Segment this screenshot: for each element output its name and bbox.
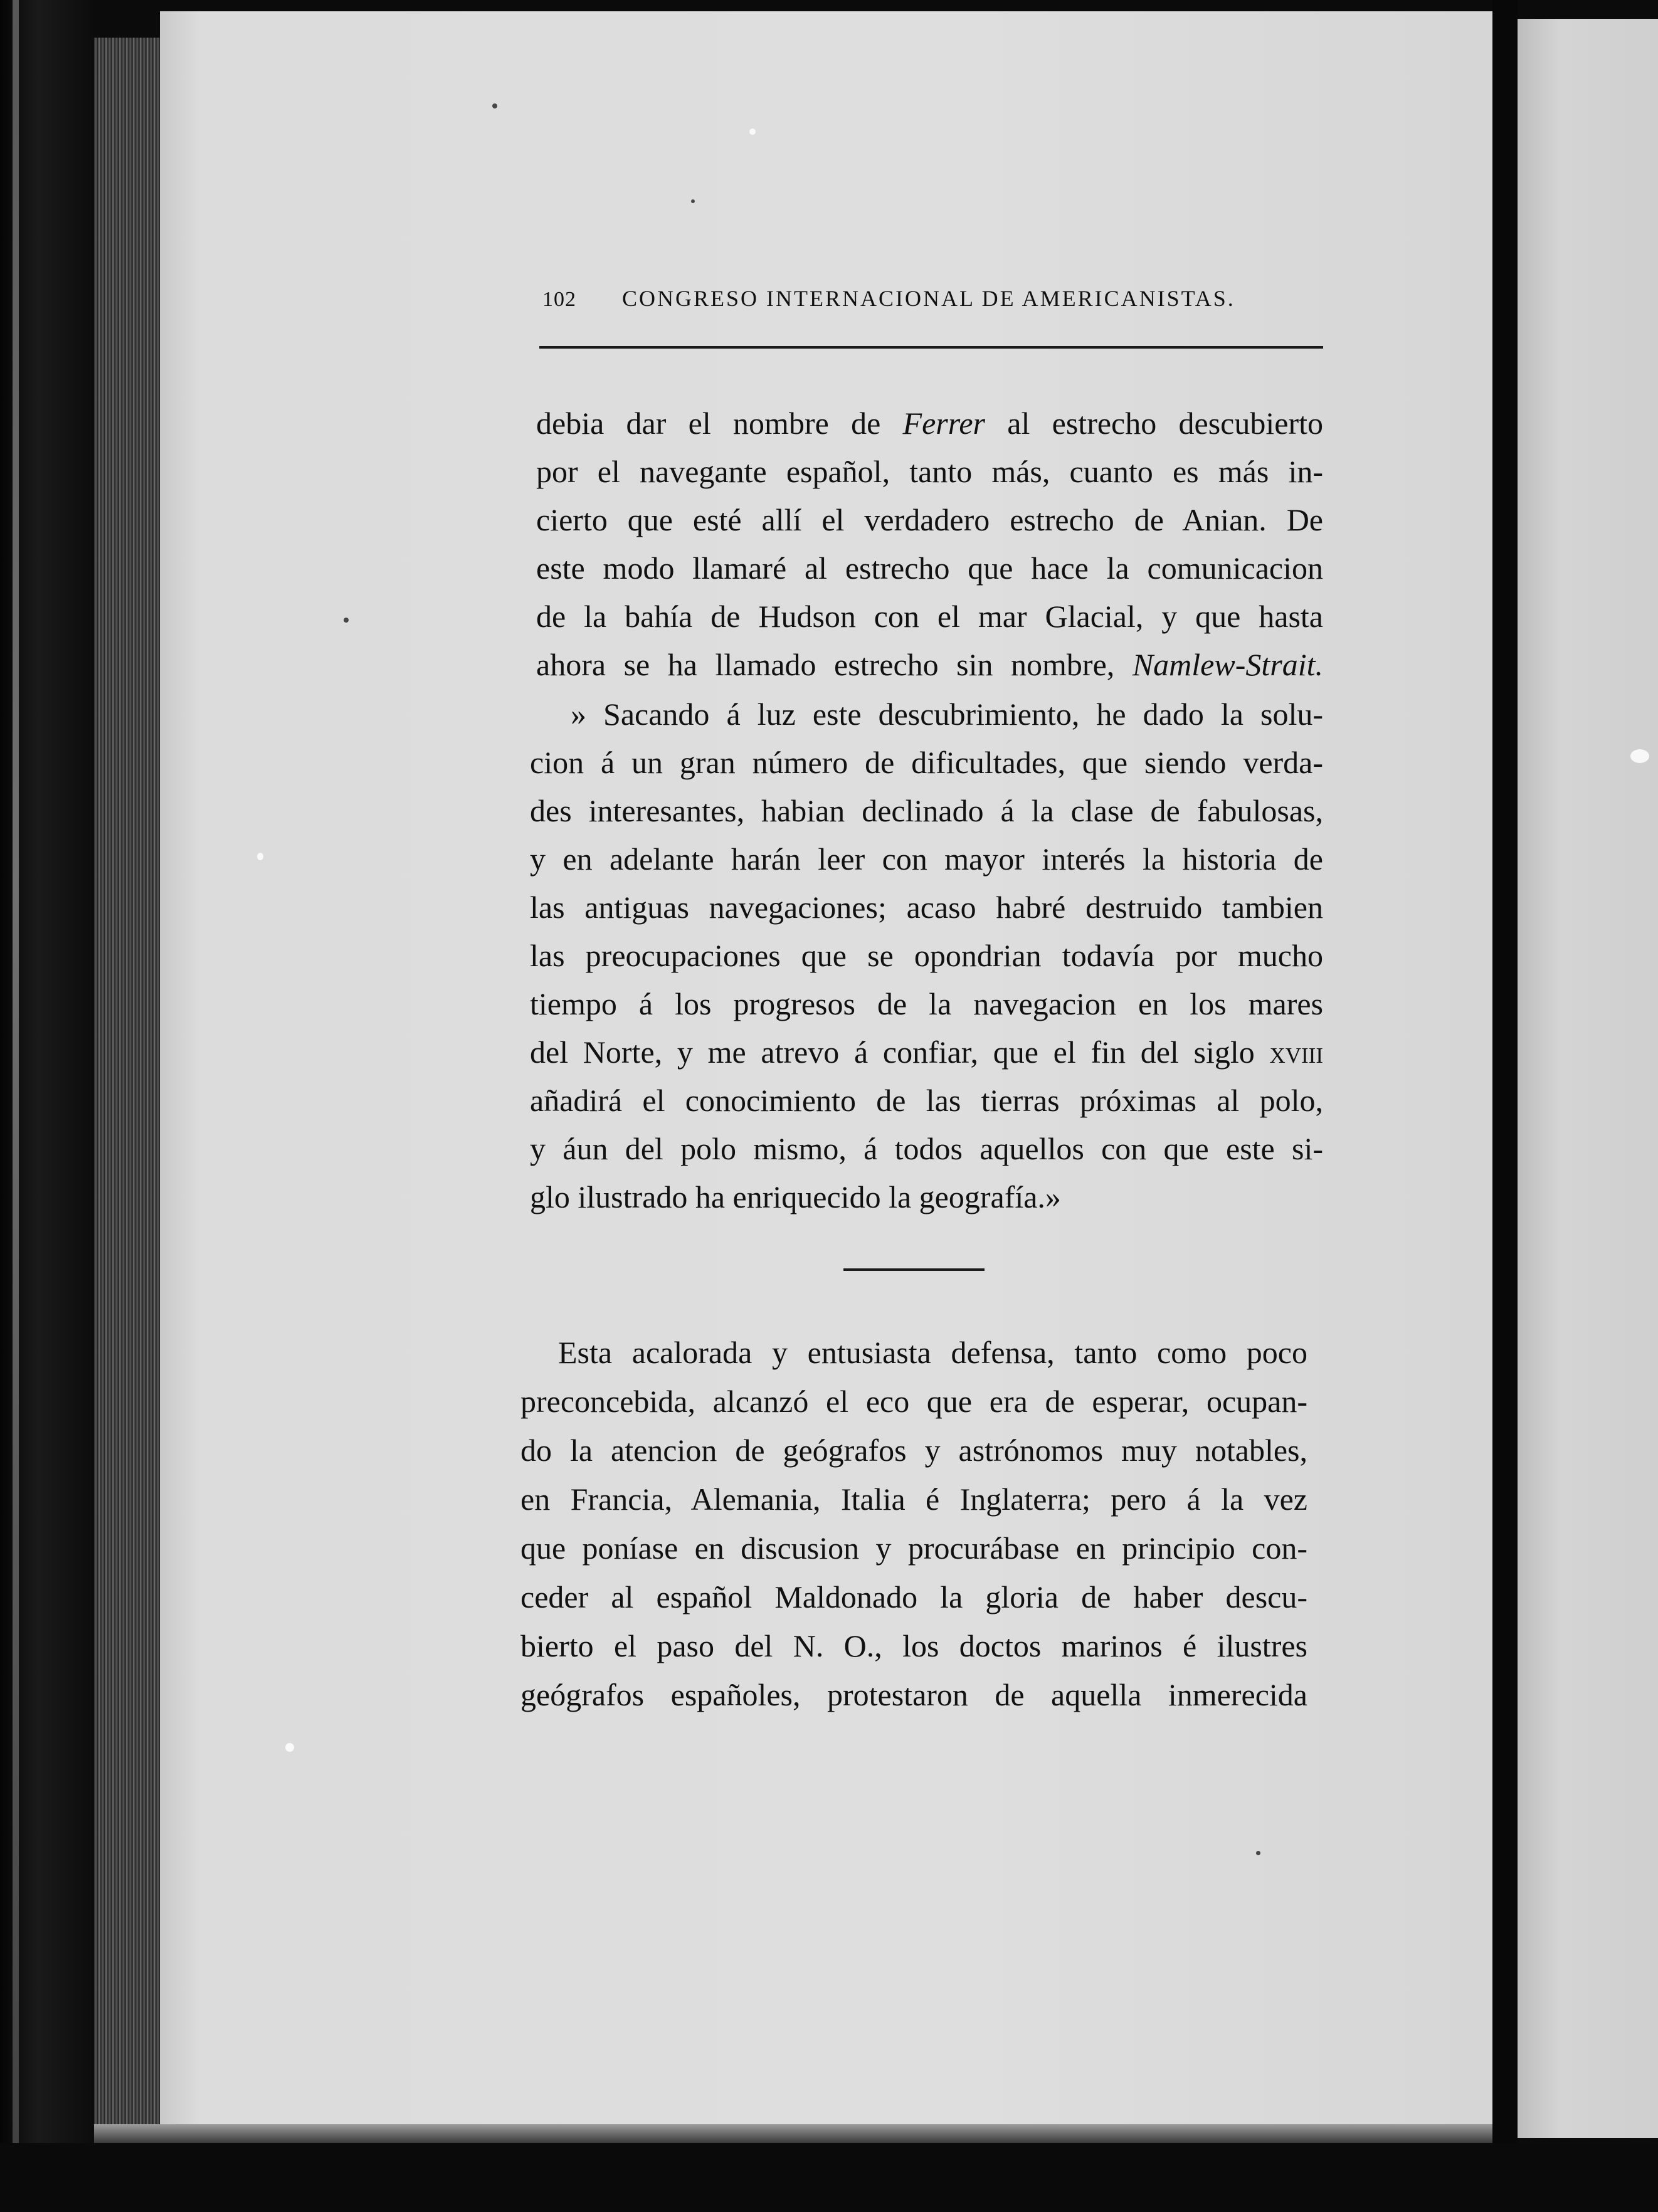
running-head xyxy=(542,285,1320,323)
text-line: des interesantes, habian declinado á la clase de fabulosas, xyxy=(530,793,1323,828)
text-line: » Sacando á luz este descubrimiento, he dado la solu- xyxy=(571,697,1323,732)
text-line: bierto el paso del N. O., los doctos marinos é ilustres xyxy=(520,1628,1307,1663)
page-block-edges xyxy=(94,38,163,2132)
section-divider xyxy=(843,1268,985,1271)
scan-bottom-background xyxy=(0,2143,1658,2212)
text-line: de la bahía de Hudson con el mar Glacial, y que hasta xyxy=(536,599,1323,634)
text-line: geógrafos españoles, protestaron de aquella inmerecida xyxy=(520,1677,1307,1712)
text-line: Esta acalorada y entusiasta defensa, tanto como poco xyxy=(558,1335,1307,1370)
text-line: en Francia, Alemania, Italia é Inglaterra; pero á la vez xyxy=(520,1482,1307,1517)
text-line: glo ilustrado ha enriquecido la geografía.» xyxy=(530,1179,1061,1214)
cover-highlight xyxy=(13,0,19,2212)
text-line: que poníase en discusion y procurábase en principio con- xyxy=(520,1530,1307,1566)
book-cover-edge xyxy=(0,0,94,2212)
text-line: este modo llamaré al estrecho que hace la comunicacion xyxy=(536,550,1323,586)
running-head-title: CONGRESO INTERNACIONAL DE AMERICANISTAS. xyxy=(622,286,1235,311)
scan-speck xyxy=(492,103,497,108)
text-line: ceder al español Maldonado la gloria de haber descu- xyxy=(520,1579,1307,1614)
page-number: 102 xyxy=(542,288,576,311)
text-line: cierto que esté allí el verdadero estrecho de Anian. De xyxy=(536,502,1323,537)
page-bottom-edge xyxy=(94,2124,1499,2143)
facing-page-edge xyxy=(1518,19,1658,2138)
text-line: preconcebida, alcanzó el eco que era de esperar, ocupan- xyxy=(520,1384,1307,1419)
text-line: por el navegante español, tanto más, cuanto es más in- xyxy=(536,454,1323,489)
text-line: del Norte, y me atrevo á confiar, que el fin del siglo xviii xyxy=(530,1035,1323,1070)
text-line: añadirá el conocimiento de las tierras próximas al polo, xyxy=(530,1083,1323,1118)
text-line: y en adelante harán leer con mayor interés la historia de xyxy=(530,841,1323,877)
text-line: cion á un gran número de dificultades, que siendo verda- xyxy=(530,745,1323,780)
text-line: tiempo á los progresos de la navegacion en los mares xyxy=(530,986,1323,1021)
text-line: las preocupaciones que se opondrian todavía por mucho xyxy=(530,938,1323,973)
scan-speck xyxy=(749,129,756,135)
facing-page-gap xyxy=(1492,0,1518,2212)
header-rule xyxy=(539,346,1323,349)
scan-speck xyxy=(285,1743,294,1752)
scan-speck xyxy=(1630,749,1649,763)
text-line: do la atencion de geógrafos y astrónomos muy notables, xyxy=(520,1433,1307,1468)
text-line: y áun del polo mismo, á todos aquellos con que este si- xyxy=(530,1131,1323,1166)
scan-speck xyxy=(1256,1851,1260,1855)
text-line: ahora se ha llamado estrecho sin nombre, Namlew-Strait. xyxy=(536,647,1323,682)
text-line: debia dar el nombre de Ferrer al estrecho descubierto xyxy=(536,406,1323,441)
scan-speck xyxy=(691,199,695,203)
scan-speck xyxy=(257,853,263,860)
text-line: las antiguas navegaciones; acaso habré destruido tambien xyxy=(530,890,1323,925)
scan-speck xyxy=(344,618,349,623)
